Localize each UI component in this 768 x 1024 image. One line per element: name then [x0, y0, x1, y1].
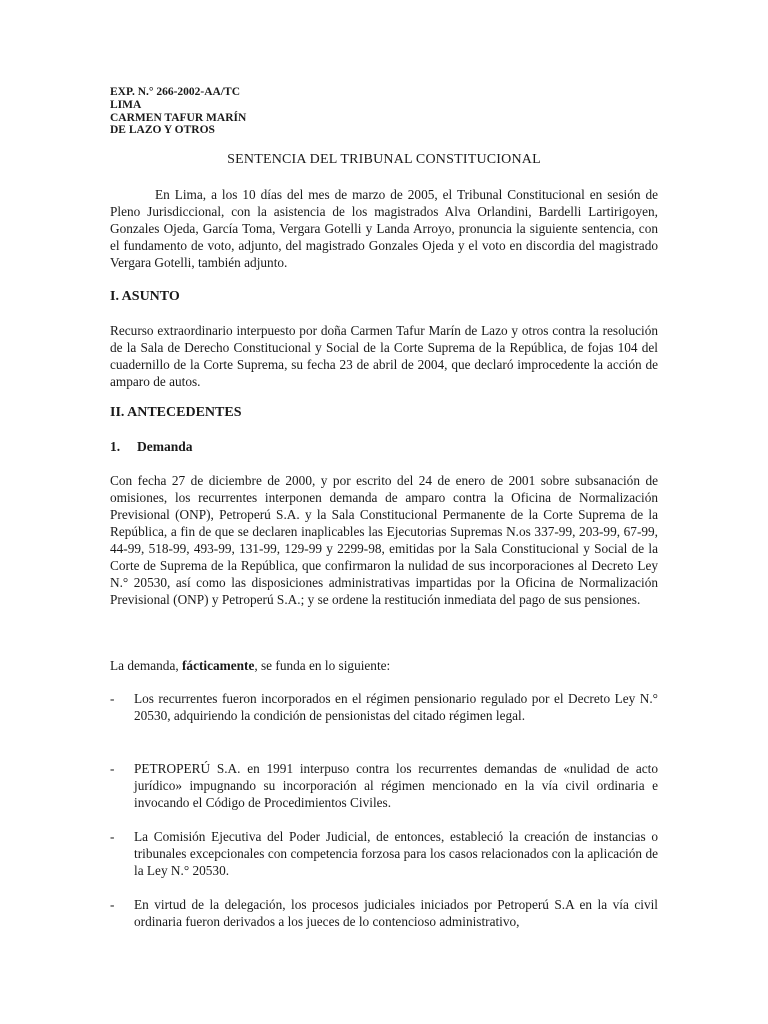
section-antecedentes-heading: II. ANTECEDENTES — [110, 405, 242, 420]
case-city: LIMA — [110, 98, 142, 111]
list-bullet: - — [110, 897, 115, 912]
list-item-text: PETROPERÚ S.A. en 1991 interpuso contra los recurrentes demandas de «nulidad de acto jurídico» impugnando su incorporación al régimen mencionado en la vía civil ordinaria e invocando el Código de Procedimientos Civiles. — [134, 761, 658, 810]
case-number: EXP. N.° 266-2002-AA/TC — [110, 86, 241, 98]
list-item-text: En virtud de la delegación, los procesos judiciales iniciados por Petroperú S.A en la vía civil ordinaria fueron derivados a los jueces de lo contencioso administrativo, — [134, 897, 658, 929]
list-item — [110, 828, 658, 879]
demanda-paragraph: Con fecha 27 de diciembre de 2000, y por escrito del 24 de enero de 2001 sobre subsanación de omisiones, los recurrentes interponen demanda de amparo contra la Oficina de Normalización Previsional (ONP), Petroperú S.A. y la Sala Constitucional Permanente de la Corte Suprema de la República, a fin de que se declaren inaplicables las Ejecutorias Supremas N.os 337-99, 203-99, 67-99, 44-99, 518-99, 493-99, 131-99, 129-99 y 2299-98, emitidas por la Sala Constitucional y Social de la Corte de Suprema de la República, que confirmaron la nulidad de sus incorporaciones al Decreto Ley N.° 20530, así como las disposiciones administrativas impartidas por la Oficina de Normalización Previsional (ONP) y Petroperú S.A.; y se ordene la restitución inmediata del pago de sus pensiones. — [110, 473, 658, 607]
asunto-paragraph: Recurso extraordinario interpuesto por doña Carmen Tafur Marín de Lazo y otros contra la resolución de la Sala de Derecho Constitucional y Social de la Corte Suprema de la República, de fojas 104 del cuadernillo de la Corte Suprema, su fecha 23 de abril de 2004, que declaró improcedente la acción de amparo de autos. — [110, 323, 658, 389]
list-item — [110, 896, 658, 930]
fundamento-bold: fácticamente — [182, 658, 255, 673]
subsection-label: Demanda — [137, 439, 193, 454]
list-item — [110, 760, 658, 811]
subsection-demanda-heading — [110, 439, 193, 455]
list-item-text: Los recurrentes fueron incorporados en el régimen pensionario regulado por el Decreto Ley N.° 20530, adquiriendo la condición de pensionistas del citado régimen legal. — [134, 691, 658, 723]
list-item-text: La Comisión Ejecutiva del Poder Judicial, de entonces, estableció la creación de instancias o tribunales excepcionales con competencia forzosa para los casos relacionados con la aplicación de la Ley N.° 20530. — [134, 829, 658, 878]
case-party-line1: CARMEN TAFUR MARÍN — [110, 111, 247, 124]
case-party-line2: DE LAZO Y OTROS — [110, 124, 215, 137]
intro-paragraph: En Lima, a los 10 días del mes de marzo de 2005, el Tribunal Constitucional en sesión de Pleno Jurisdiccional, con la asistencia de los magistrados Alva Orlandini, Bardelli Lartirigoyen, Gonzales Ojeda, García Toma, Vergara Gotelli y Landa Arroyo, pronuncia la siguiente sentencia, con el fundamento de voto, adjunto, del magistrado Gonzales Ojeda y el voto en discordia del magistrado Vergara Gotelli, también adjunto. — [110, 187, 658, 270]
section-asunto-heading: I. ASUNTO — [110, 289, 180, 304]
list-bullet: - — [110, 761, 115, 776]
list-item — [110, 690, 658, 724]
case-header — [110, 86, 246, 137]
fundamento-prefix: La demanda, — [110, 658, 182, 673]
fundamento-suffix: , se funda en lo siguiente: — [254, 658, 391, 673]
subsection-number: 1. — [110, 439, 121, 454]
fundamento-intro — [110, 657, 658, 674]
list-bullet: - — [110, 829, 115, 844]
list-bullet: - — [110, 691, 115, 706]
document-title: SENTENCIA DEL TRIBUNAL CONSTITUCIONAL — [227, 152, 541, 167]
